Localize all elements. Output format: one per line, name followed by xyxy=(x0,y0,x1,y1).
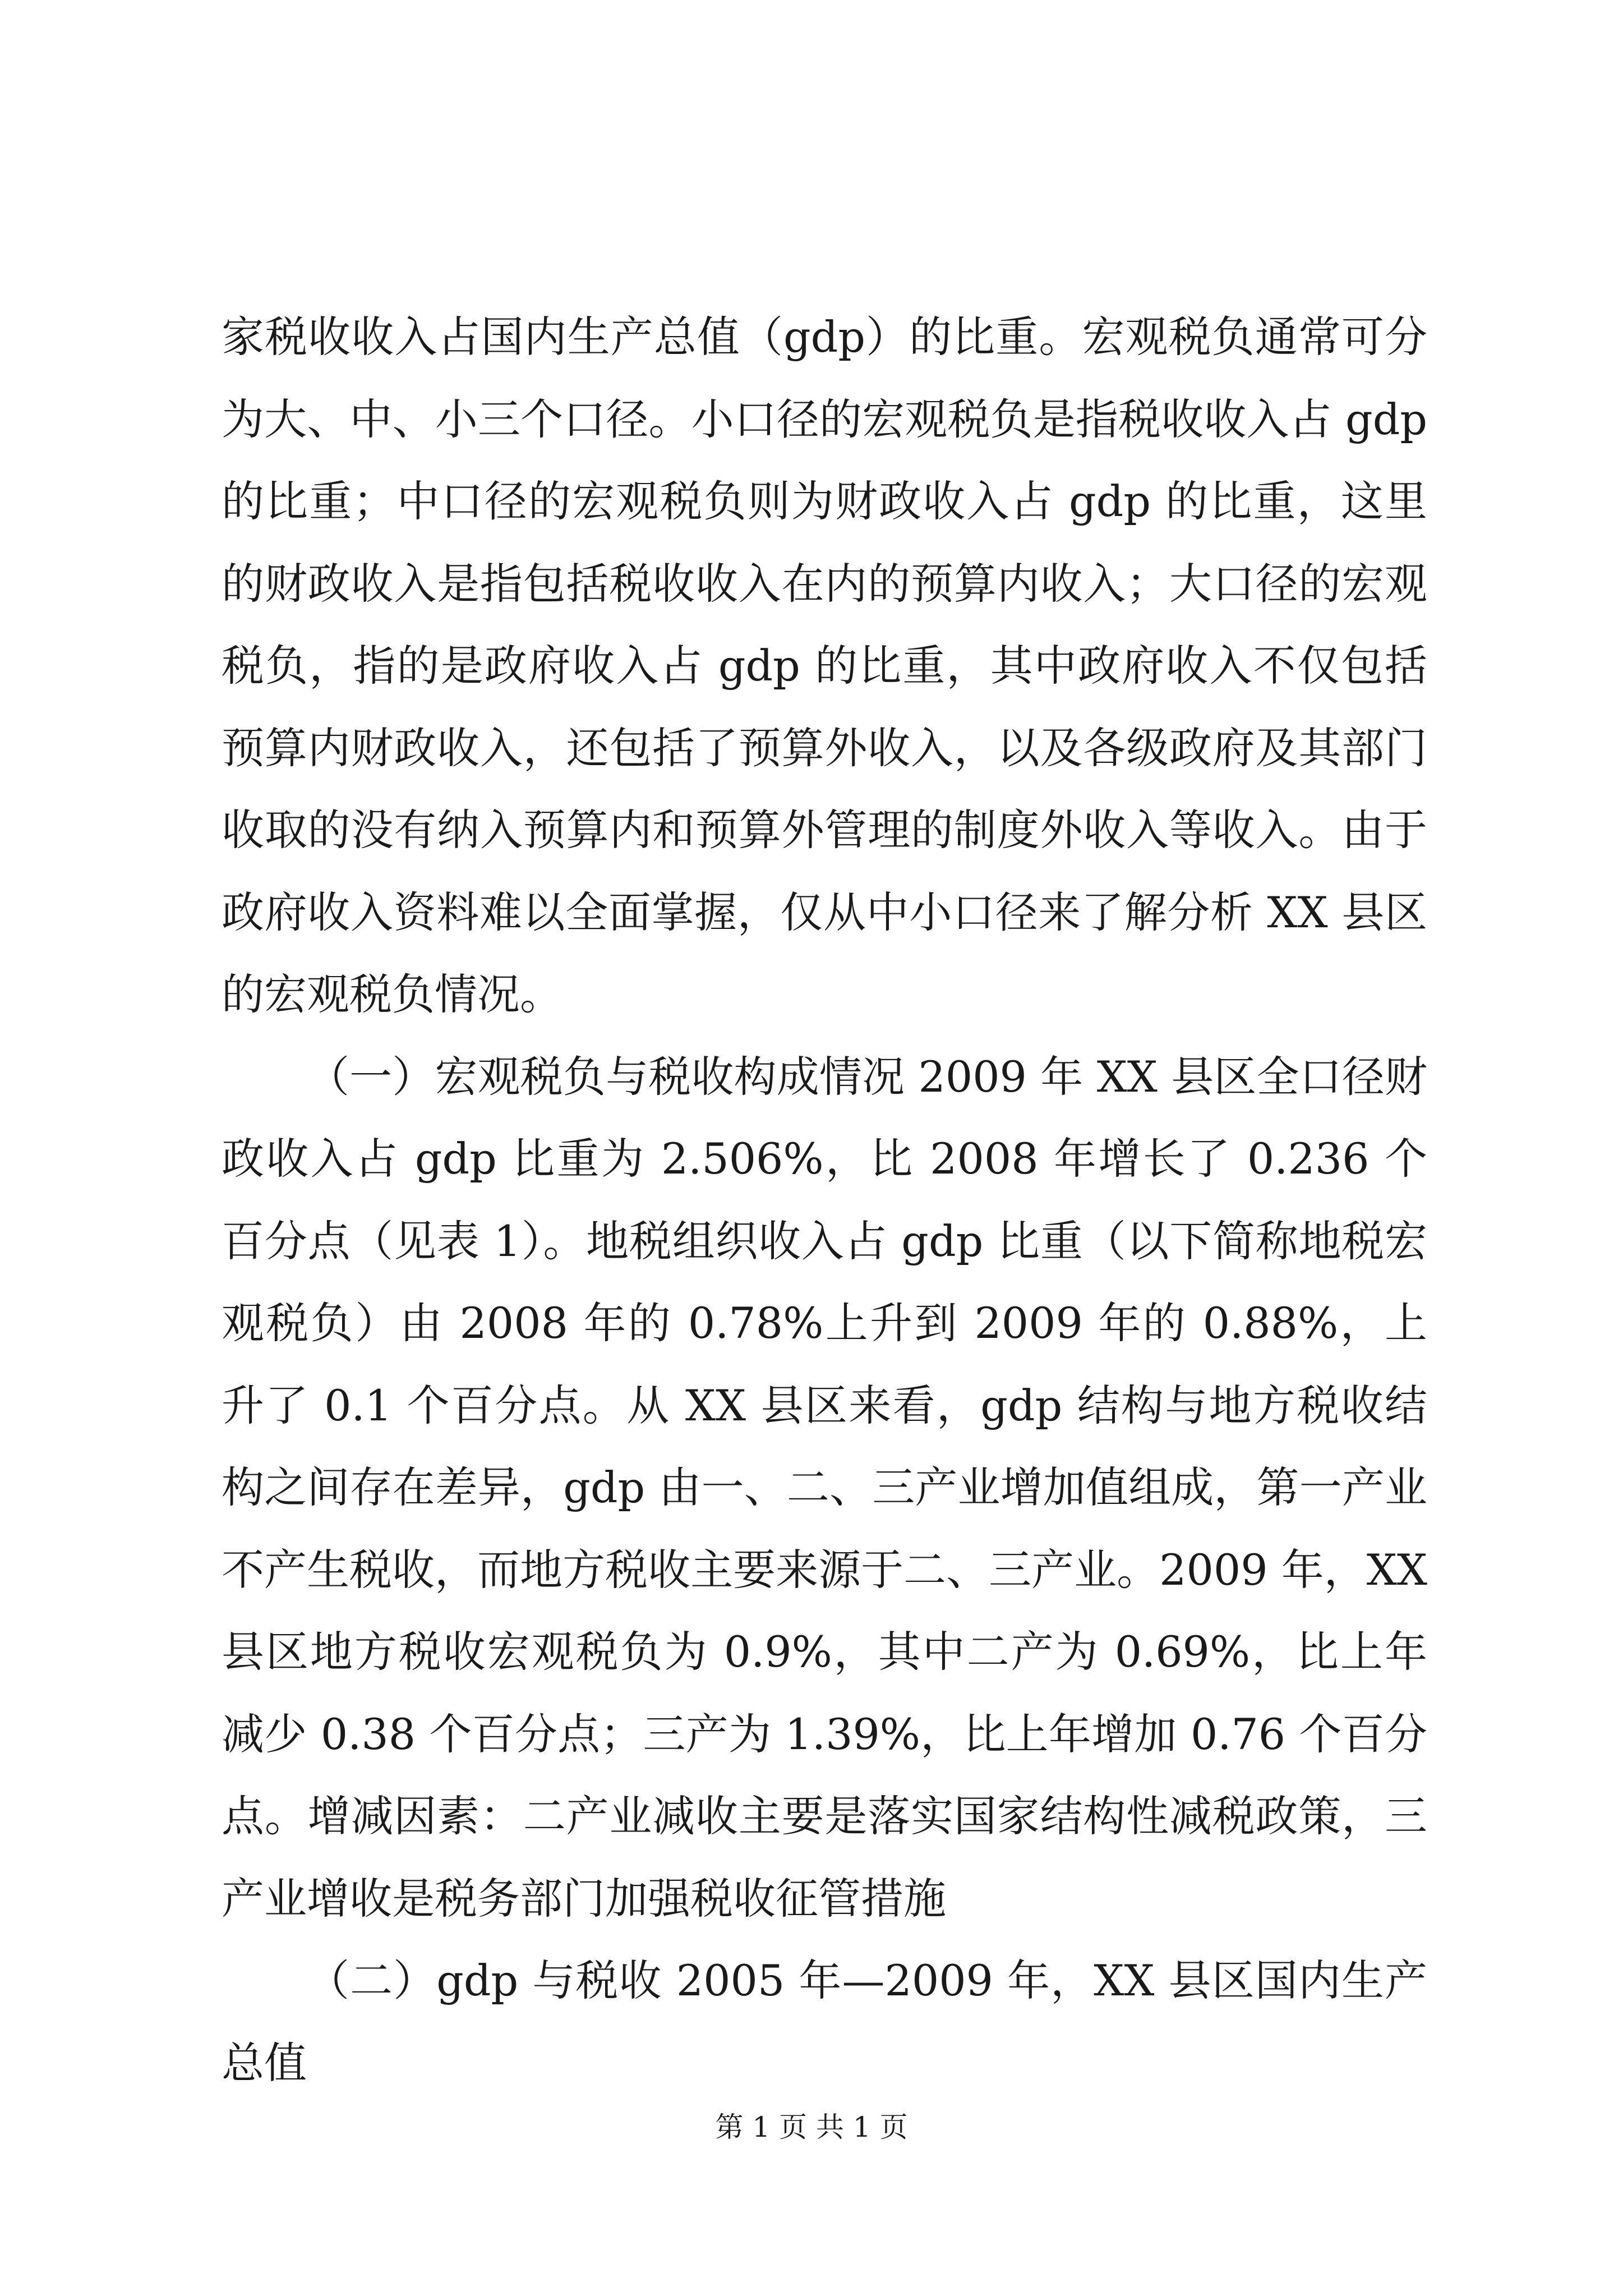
paragraph-2: （一）宏观税负与税收构成情况 2009 年 XX 县区全口径财政收入占 gdp 比重为 2.506%，比 2008 年增长了 0.236 个百分点（见表 1）。地税组织收入占 gdp 比重（以下简称地税宏观税负）由 2008 年的 0.78%上升到 2009 年的 0.88%，上升了 0.1 个百分点。从 XX 县区来看，gdp 结构与地方税收结构之间存在差异，gdp 由一、二、三产业增加值组成，第一产业不产生税收，而地方税收主要来源于二、三产业。2009 年，XX 县区地方税收宏观税负为 0.9%，其中二产为 0.69%，比上年减少 0.38 个百分点；三产为 1.39%，比上年增加 0.76 个百分点。增减因素：二产业减收主要是落实国家结构性减税政策，三产业增收是税务部门加强税收征管措施 xyxy=(222,1051,1427,1924)
page-footer: 第 1 页 共 1 页 xyxy=(715,2111,908,2143)
paragraph-3: （二）gdp 与税收 2005 年—2009 年，XX 县区国内生产总值 xyxy=(222,1955,1427,2088)
document-body xyxy=(222,296,1427,2104)
paragraph-1: 家税收收入占国内生产总值（gdp）的比重。宏观税负通常可分为大、中、小三个口径。小口径的宏观税负是指税收收入占 gdp 的比重；中口径的宏观税负则为财政收入占 gdp 的比重，这里的财政收入是指包括税收收入在内的预算内收入；大口径的宏观税负，指的是政府收入占 gdp 的比重，其中政府收入不仅包括预算内财政收入，还包括了预算外收入，以及各级政府及其部门收取的没有纳入预算内和预算外管理的制度外收入等收入。由于政府收入资料难以全面掌握，仅从中小口径来了解分析 XX 县区的宏观税负情况。 xyxy=(222,312,1427,1019)
